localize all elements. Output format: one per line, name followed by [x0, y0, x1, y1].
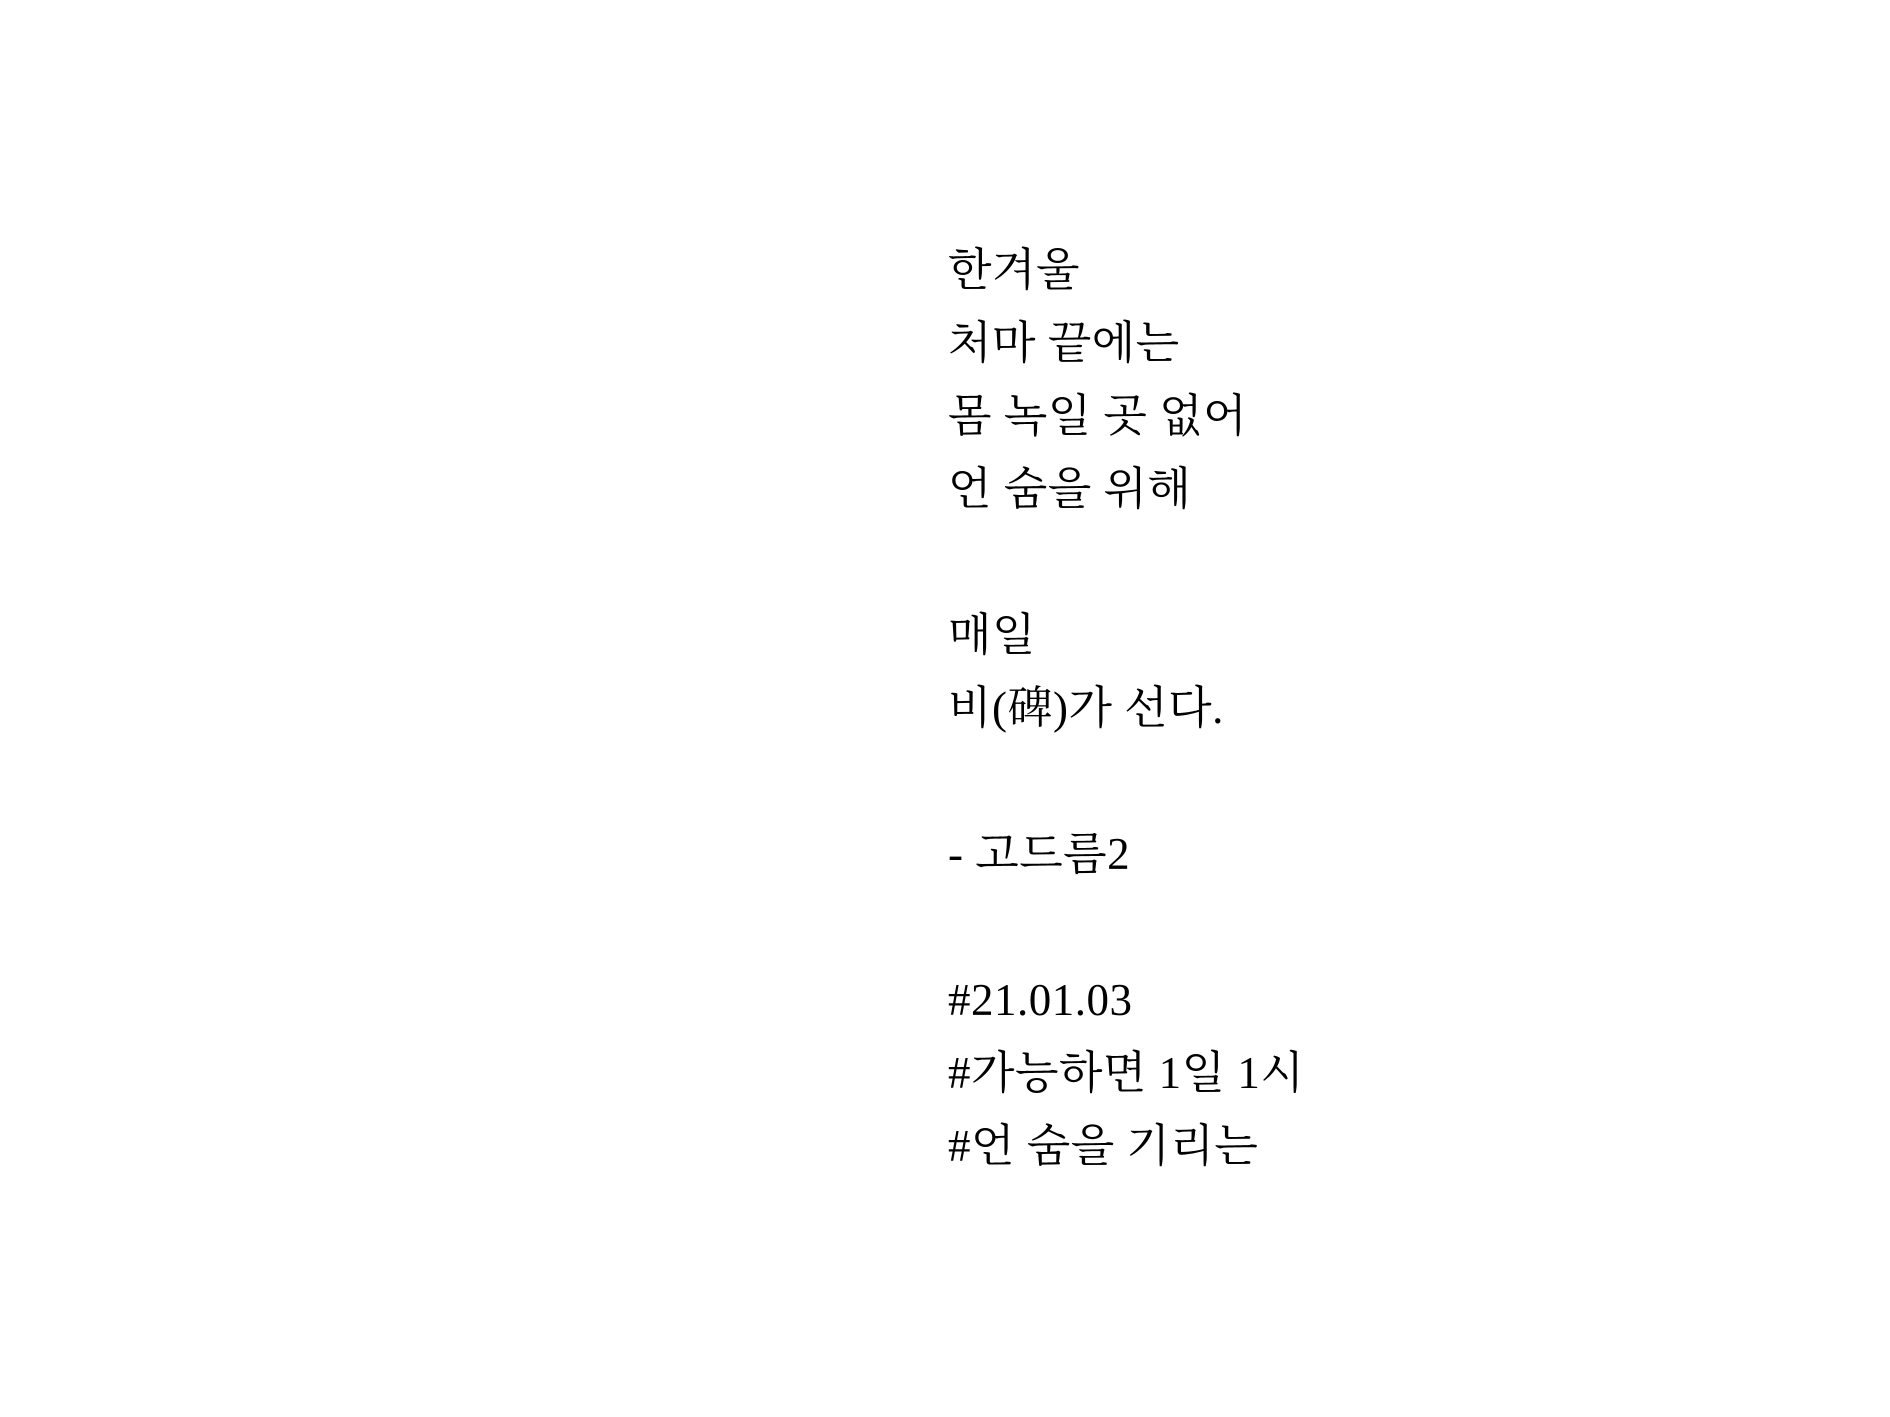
poem-title-attribution: - 고드름2	[948, 829, 1131, 879]
hashtag-2: #가능하면 1일 1시	[948, 1048, 1305, 1098]
stanza-break	[948, 891, 1304, 964]
poem-line-6: 비(碑)가 선다.	[948, 683, 1224, 733]
hashtag-date: #21.01.03	[948, 975, 1133, 1025]
poem-line-1: 한겨울	[948, 245, 1080, 295]
hashtag-3: #언 숨을 기리는	[948, 1121, 1259, 1171]
stanza-break	[948, 745, 1304, 818]
poem-line-2: 처마 끝에는	[948, 318, 1180, 368]
poem-line-4: 언 숨을 위해	[948, 464, 1192, 514]
poem-line-5: 매일	[948, 610, 1036, 660]
poem-line-3: 몸 녹일 곳 없어	[948, 391, 1248, 441]
poem-text-block	[948, 234, 1304, 1183]
stanza-break	[948, 526, 1304, 599]
